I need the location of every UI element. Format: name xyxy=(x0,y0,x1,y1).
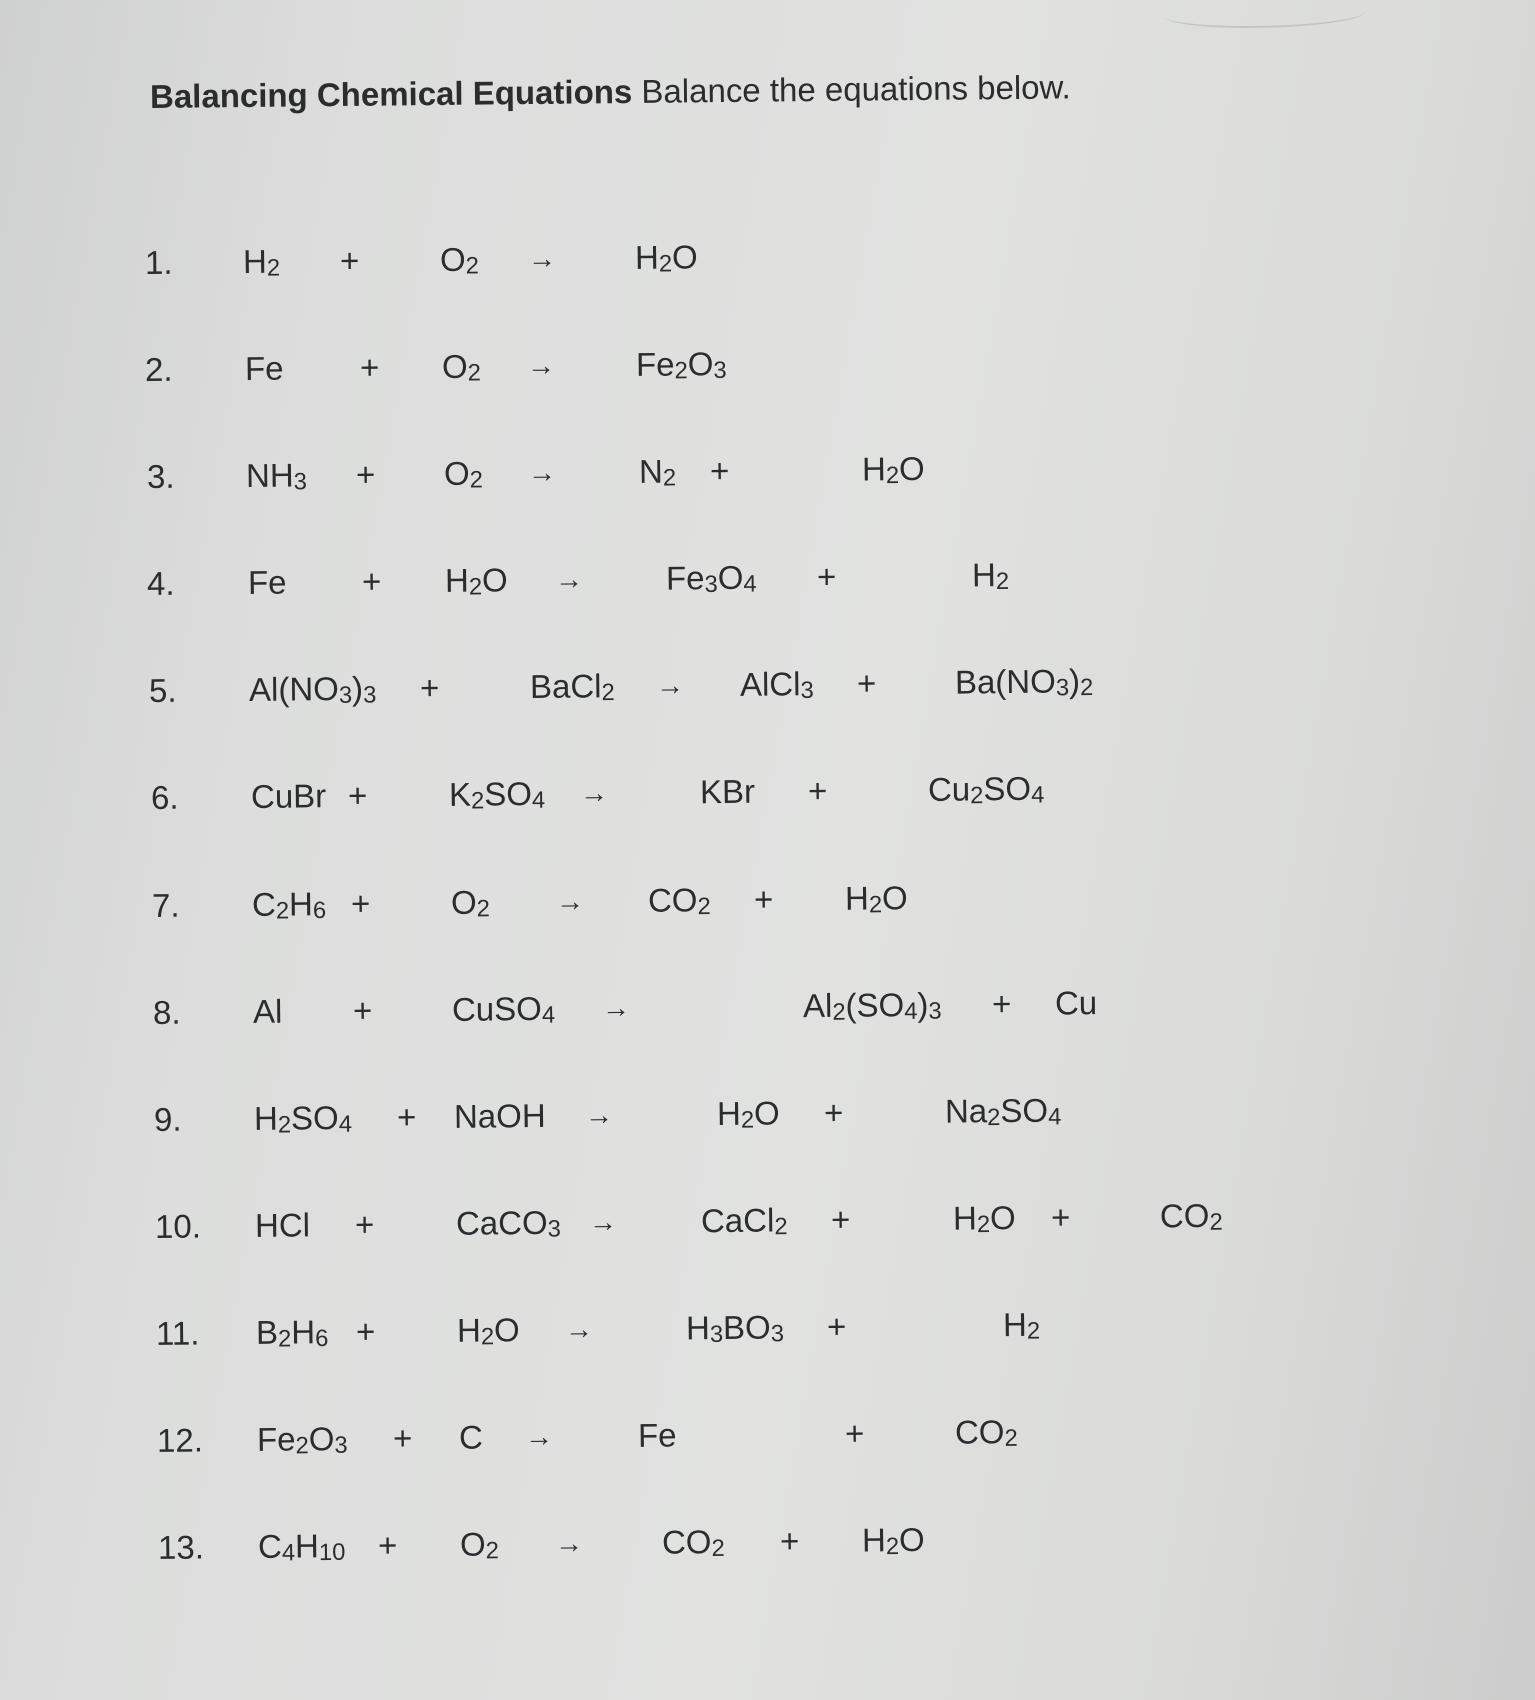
equation-number: 7. xyxy=(151,886,180,924)
chemical-formula: $O_2$ xyxy=(459,1525,500,1565)
reaction-arrow: → xyxy=(564,1313,594,1345)
reaction-arrow: → xyxy=(524,1420,554,1453)
chemical-formula: $CO_2$ xyxy=(647,881,711,921)
reaction-arrow: → xyxy=(584,1099,614,1131)
chemical-formula: Fe xyxy=(244,349,284,388)
chemical-formula: $O_2$ xyxy=(439,240,480,280)
plus-sign: + xyxy=(830,1200,851,1238)
chemical-formula: $H_2O$ xyxy=(456,1311,520,1351)
equation-row xyxy=(0,1294,1535,1360)
equation-row xyxy=(0,1187,1535,1253)
plus-sign: + xyxy=(392,1419,413,1457)
chemical-formula: $C_4H_{10}$ xyxy=(257,1527,346,1567)
chemical-formula: $Na_2SO_4$ xyxy=(944,1091,1062,1132)
equation-row xyxy=(0,437,1535,503)
chemical-formula: $H_2SO_4$ xyxy=(253,1099,353,1139)
chemical-formula: $Al(NO_3)_3$ xyxy=(248,669,377,709)
equation-row xyxy=(0,1401,1535,1467)
plus-sign: + xyxy=(779,1522,800,1560)
chemical-formula: $C_2H_6$ xyxy=(251,885,327,925)
equation-row xyxy=(0,758,1535,824)
chemical-formula: Al xyxy=(252,992,283,1030)
reaction-arrow: → xyxy=(526,349,556,382)
chemical-formula: $CO_2$ xyxy=(1159,1196,1223,1236)
chemical-formula: CaCl$_2$ xyxy=(700,1201,788,1241)
chemical-formula: CaCO$_3$ xyxy=(455,1203,562,1243)
chemical-formula: $B_2H_6$ xyxy=(255,1313,329,1353)
chemical-formula: $K_2SO_4$ xyxy=(448,775,546,815)
equation-number: 5. xyxy=(148,671,177,710)
equation-row xyxy=(0,1080,1535,1146)
plus-sign: + xyxy=(856,664,877,702)
chemical-formula: $Fe_2O_3$ xyxy=(635,345,727,385)
reaction-arrow: → xyxy=(527,456,557,489)
reaction-arrow: → xyxy=(527,242,557,275)
equation-row xyxy=(0,1508,1535,1574)
equation-row xyxy=(0,866,1535,932)
equation-number: 2. xyxy=(144,350,173,389)
reaction-arrow: → xyxy=(588,1206,618,1238)
chemical-formula: $O_2$ xyxy=(441,347,482,387)
reaction-arrow: → xyxy=(554,563,584,595)
chemical-formula: $O_2$ xyxy=(450,883,491,923)
equation-number: 8. xyxy=(152,993,181,1031)
plus-sign: + xyxy=(354,1205,375,1243)
plus-sign: + xyxy=(709,451,730,490)
chemical-formula: $Al_2(SO_4)_3$ xyxy=(802,985,942,1026)
chemical-formula: NaOH xyxy=(453,1096,546,1135)
chemical-formula: $CO_2$ xyxy=(954,1413,1018,1452)
plus-sign: + xyxy=(816,557,837,596)
chemical-formula: C xyxy=(458,1418,484,1456)
chemical-formula: $H_2$ xyxy=(1002,1305,1041,1345)
chemical-formula: BaCl$_2$ xyxy=(529,667,615,707)
title-bold: Balancing Chemical Equations xyxy=(149,72,633,115)
plus-sign: + xyxy=(355,1312,376,1350)
plus-sign: + xyxy=(361,562,382,600)
equation-row xyxy=(0,223,1535,289)
chemical-formula: KBr xyxy=(699,772,756,811)
plus-sign: + xyxy=(419,668,440,707)
chemical-formula: Fe xyxy=(637,1416,677,1454)
chemical-formula: Fe xyxy=(247,563,287,601)
plus-sign: + xyxy=(339,241,360,280)
equation-number: 4. xyxy=(146,564,175,603)
plus-sign: + xyxy=(347,776,368,814)
chemical-formula: $O_2$ xyxy=(443,454,484,494)
chemical-formula: $Cu_2SO_4$ xyxy=(927,769,1045,810)
plus-sign: + xyxy=(991,984,1012,1023)
equation-number: 11. xyxy=(155,1314,200,1352)
plus-sign: + xyxy=(359,348,380,386)
chemical-formula: $H_2O$ xyxy=(861,1520,925,1561)
chemical-formula: $N_2$ xyxy=(638,452,677,492)
paper-fold xyxy=(1165,0,1365,28)
reaction-arrow: → xyxy=(601,991,631,1024)
plus-sign: + xyxy=(377,1526,398,1564)
reaction-arrow: → xyxy=(554,1527,584,1559)
page-title xyxy=(150,68,1071,116)
equation-number: 12. xyxy=(156,1421,204,1459)
equation-row xyxy=(0,973,1535,1039)
chemical-formula: HCl xyxy=(254,1206,311,1244)
plus-sign: + xyxy=(826,1307,847,1345)
plus-sign: + xyxy=(352,991,373,1029)
plus-sign: + xyxy=(350,884,371,922)
chemical-formula: AlCl$_3$ xyxy=(739,665,814,705)
equation-number: 1. xyxy=(144,243,173,282)
equation-number: 13. xyxy=(157,1528,205,1566)
chemical-formula: $Ba(NO_3)_2$ xyxy=(954,662,1094,702)
chemical-formula: $Fe_3O_4$ xyxy=(665,558,757,599)
equation-row xyxy=(0,544,1535,610)
plus-sign: + xyxy=(1050,1198,1071,1236)
chemical-formula: CuBr xyxy=(250,777,327,815)
title-instruction: Balance the equations below. xyxy=(641,68,1071,110)
chemical-formula: $H_2O$ xyxy=(716,1094,780,1134)
chemical-formula: $CO_2$ xyxy=(661,1523,725,1562)
reaction-arrow: → xyxy=(555,885,585,917)
reaction-arrow: → xyxy=(655,669,685,701)
plus-sign: + xyxy=(396,1098,417,1136)
chemical-formula: $H_3BO_3$ xyxy=(685,1308,785,1348)
equation-row xyxy=(0,651,1535,717)
equation-row xyxy=(0,330,1535,396)
plus-sign: + xyxy=(355,455,376,493)
chemical-formula: $H_2$ xyxy=(242,242,281,282)
chemical-formula: $H_2O$ xyxy=(634,238,698,278)
equation-number: 10. xyxy=(154,1207,202,1245)
chemical-formula: $H_2O$ xyxy=(861,449,925,490)
chemical-formula: Cu xyxy=(1054,984,1098,1022)
equation-number: 9. xyxy=(153,1100,182,1138)
chemical-formula: $H_2O$ xyxy=(952,1198,1016,1239)
chemical-formula: $NH_3$ xyxy=(245,456,308,496)
chemical-formula: $H_2$ xyxy=(971,556,1010,595)
chemical-formula: $H_2O$ xyxy=(444,561,508,601)
plus-sign: + xyxy=(844,1414,865,1452)
chemical-formula: $Fe_2O_3$ xyxy=(256,1420,348,1460)
plus-sign: + xyxy=(823,1093,844,1131)
plus-sign: + xyxy=(753,880,774,918)
equation-number: 6. xyxy=(150,778,179,816)
equation-number: 3. xyxy=(146,457,175,496)
chemical-formula: CuSO$_4$ xyxy=(451,989,556,1029)
plus-sign: + xyxy=(807,771,828,810)
chemical-formula: $H_2O$ xyxy=(844,879,908,919)
reaction-arrow: → xyxy=(579,777,609,809)
